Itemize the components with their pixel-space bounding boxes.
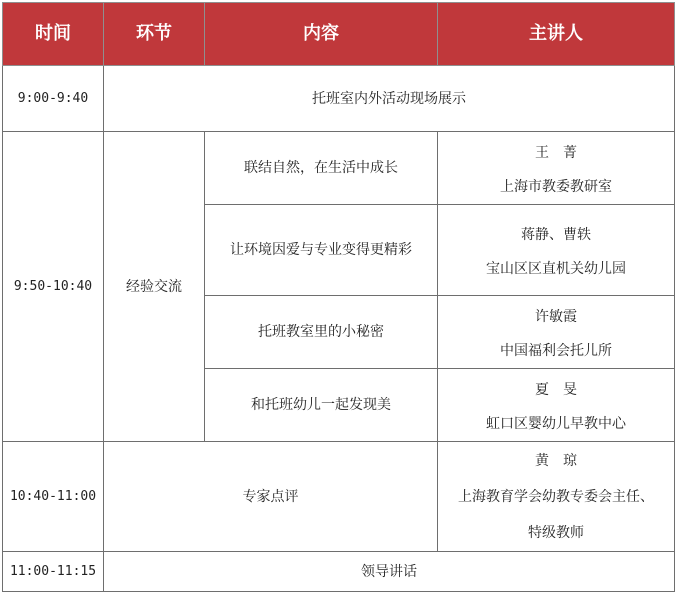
header-speaker: 主讲人 (438, 3, 675, 66)
speaker-org: 中国福利会托儿所 (500, 343, 612, 359)
table-row (3, 66, 675, 132)
speaker-name: 黄 琼 (535, 452, 577, 469)
speaker-cell (438, 442, 675, 552)
header-time: 时间 (3, 3, 104, 66)
header-row (3, 3, 675, 66)
table-row (3, 132, 675, 205)
time-cell: 9:50-10:40 (3, 132, 104, 442)
header-content: 内容 (205, 3, 438, 66)
speaker-cell (438, 369, 675, 442)
time-cell: 9:00-9:40 (3, 66, 104, 132)
content-cell: 托班教室里的小秘密 (205, 296, 438, 369)
header-stage: 环节 (104, 3, 205, 66)
speaker-org: 上海市教委教研室 (500, 179, 612, 195)
content-cell: 专家点评 (104, 442, 438, 552)
speaker-name: 蒋静、曹轶 (521, 227, 591, 243)
content-cell: 联结自然，在生活中成长 (205, 132, 438, 205)
speaker-name: 许敏霞 (535, 309, 577, 325)
speaker-org-line2: 特级教师 (528, 524, 584, 541)
time-cell: 11:00-11:15 (3, 552, 104, 592)
speaker-name: 王 菁 (535, 145, 577, 161)
content-cell: 托班室内外活动现场展示 (104, 66, 675, 132)
table-row (3, 442, 675, 552)
time-cell: 10:40-11:00 (3, 442, 104, 552)
table-row (3, 552, 675, 592)
content-cell: 领导讲话 (104, 552, 675, 592)
schedule-table (2, 2, 675, 592)
content-cell: 让环境因爱与专业变得更精彩 (205, 205, 438, 296)
speaker-cell (438, 205, 675, 296)
speaker-name: 夏 旻 (535, 382, 577, 398)
content-cell: 和托班幼儿一起发现美 (205, 369, 438, 442)
stage-cell: 经验交流 (104, 132, 205, 442)
speaker-cell (438, 132, 675, 205)
speaker-org: 虹口区婴幼儿早教中心 (486, 416, 626, 432)
speaker-org: 宝山区区直机关幼儿园 (486, 261, 626, 277)
speaker-org: 上海教育学会幼教专委会主任、 (458, 488, 654, 505)
speaker-cell (438, 296, 675, 369)
